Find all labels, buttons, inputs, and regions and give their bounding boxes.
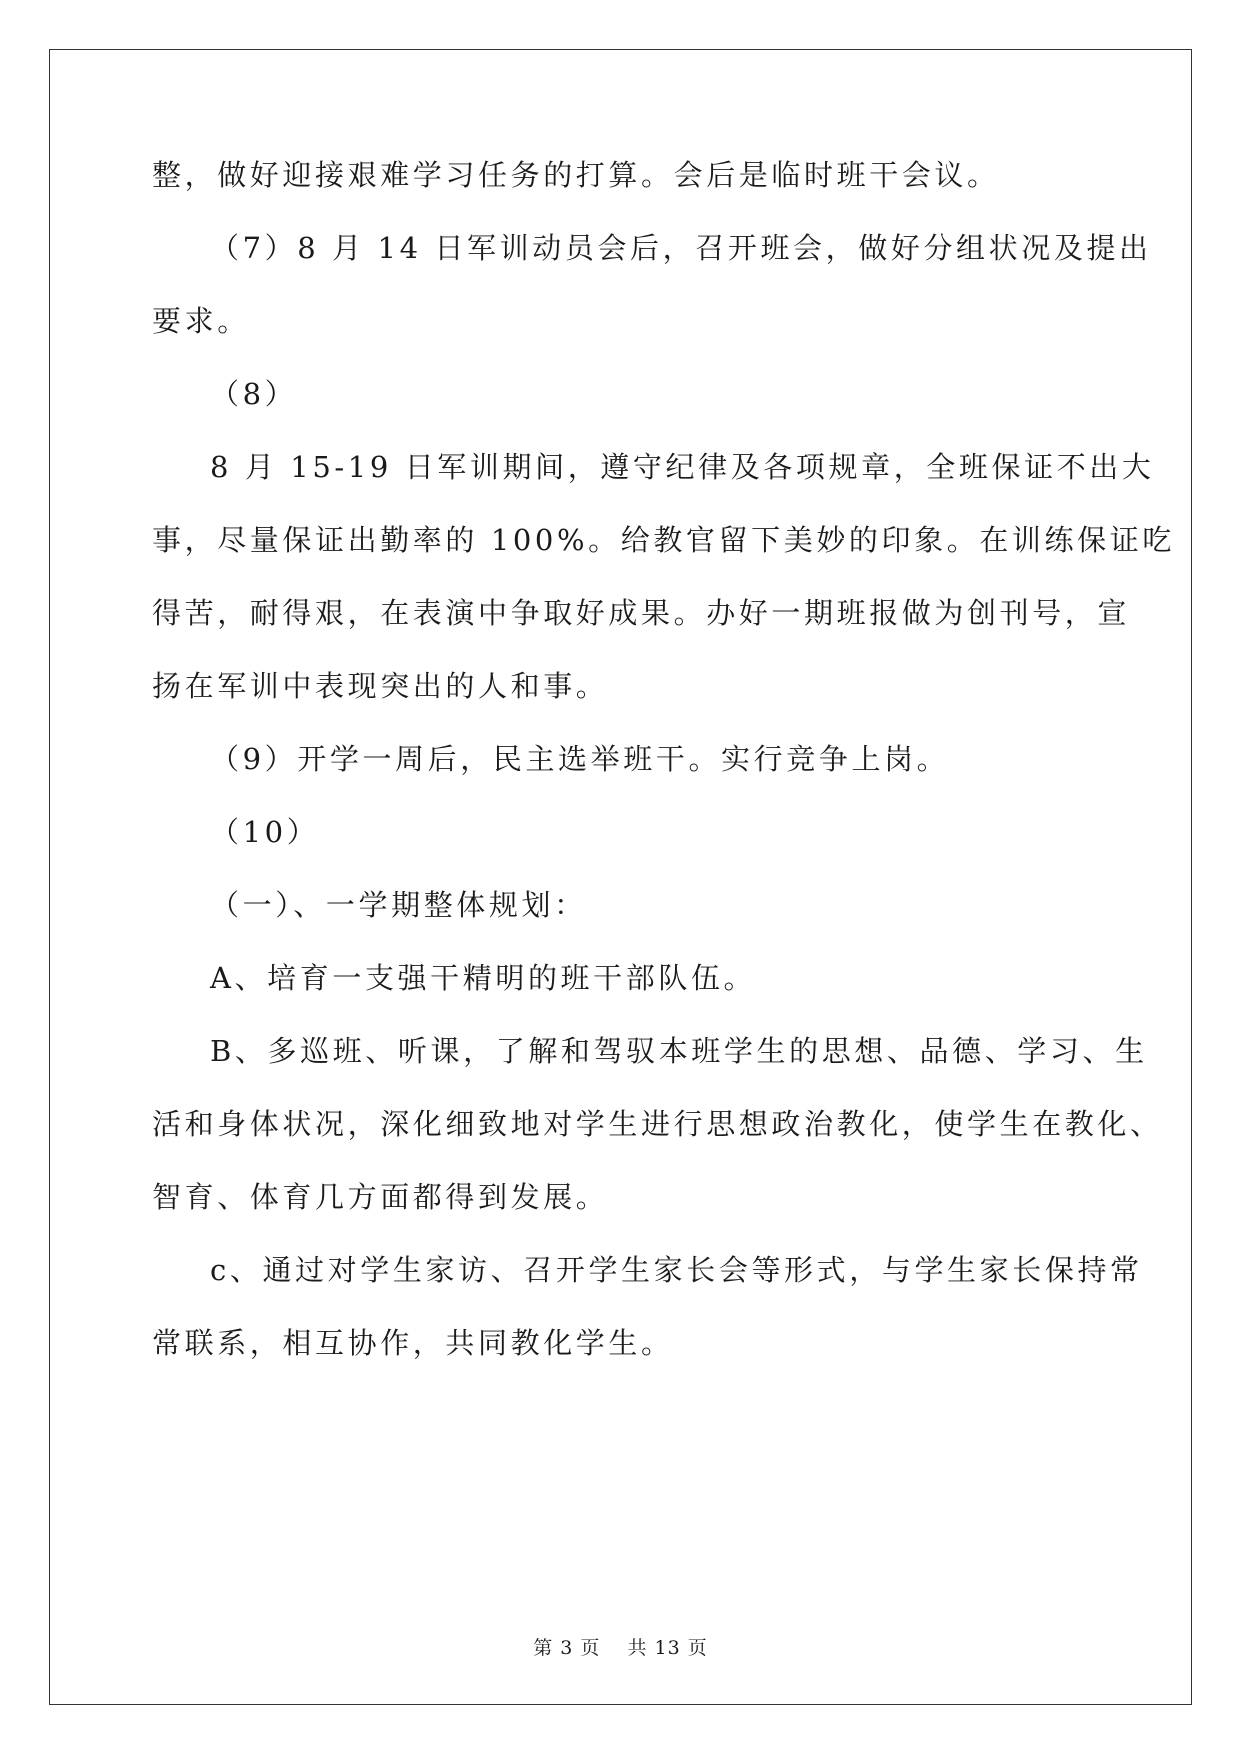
text-line: 8 月 15-19 日军训期间，遵守纪律及各项规章，全班保证不出大 [210, 450, 1155, 484]
page-border [49, 49, 1192, 1705]
text-line: 事，尽量保证出勤率的 100%。给教官留下美妙的印象。在训练保证吃 [152, 523, 1175, 557]
text-line: （一）、一学期整体规划： [210, 888, 587, 922]
text-line: （8） [210, 377, 298, 411]
text-line: 活和身体状况，深化细致地对学生进行思想政治教化，使学生在教化、 [152, 1107, 1163, 1141]
text-line: （9）开学一周后，民主选举班干。实行竞争上岗。 [210, 742, 950, 776]
page-number-footer: 第 3 页 共 13 页 [533, 1637, 708, 1659]
text-line: 整，做好迎接艰难学习任务的打算。会后是临时班干会议。 [152, 158, 1000, 192]
text-line: 得苦，耐得艰，在表演中争取好成果。办好一期班报做为创刊号，宣 [152, 596, 1131, 630]
text-line: 常联系，相互协作，共同教化学生。 [152, 1326, 674, 1360]
text-line: B、多巡班、听课，了解和驾驭本班学生的思想、品德、学习、生 [210, 1034, 1148, 1068]
text-line: A、培育一支强干精明的班干部队伍。 [210, 961, 757, 995]
text-line: 要求。 [152, 304, 250, 338]
text-line: 智育、体育几方面都得到发展。 [152, 1180, 609, 1214]
text-line: （7）8 月 14 日军训动员会后，召开班会，做好分组状况及提出 [210, 231, 1152, 265]
text-line: 扬在军训中表现突出的人和事。 [152, 669, 609, 703]
text-line: （10） [210, 815, 320, 849]
text-line: c、通过对学生家访、召开学生家长会等形式，与学生家长保持常 [210, 1253, 1143, 1287]
